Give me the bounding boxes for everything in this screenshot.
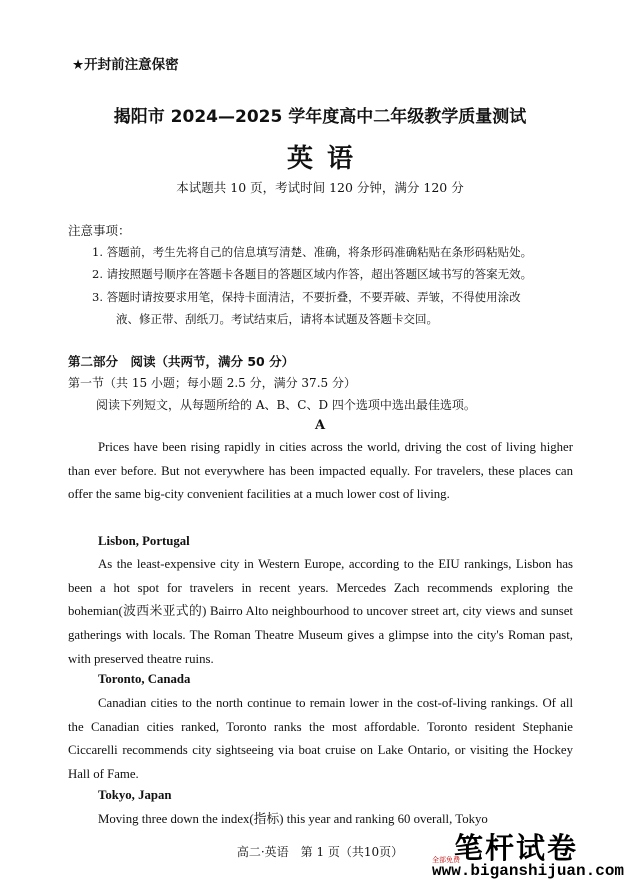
notice-item-2: 2. 请按照题号顺序在答题卡各题目的答题区域内作答，超出答题区域书写的答案无效。: [92, 267, 533, 281]
subject-title: 英语: [286, 144, 367, 174]
passage-letter: A: [314, 418, 326, 433]
notice-item-3: 3. 答题时请按要求用笔，保持卡面清洁，不要折叠，不要弄破、弄皱，不得使用涂改: [92, 290, 521, 304]
notice-item-3-continued: 液、修正带、刮纸刀。考试结束后，请将本试题及答题卡交回。: [116, 312, 438, 326]
part-title: 第二部分 阅读（共两节，满分 50 分）: [68, 354, 295, 369]
passage-intro: Prices have been rising rapidly in cities across the world, driving the cost of living higher than ever before. But not everywhere has been impacted equally. For travelers, these places can offer the same big-city convenient facilities at a much lower cost of living.: [68, 440, 573, 502]
city-heading-tokyo: Tokyo, Japan: [98, 788, 172, 802]
page-footer: 高二·英语 第 1 页（共10页）: [236, 845, 404, 859]
section-instructions: 阅读下列短文，从每题所给的 A、B、C、D 四个选项中选出最佳选项。: [96, 398, 476, 412]
watermark-brand: 笔杆试卷: [454, 831, 579, 865]
notice-title: 注意事项：: [68, 223, 131, 238]
section-title: 第一节（共 15 小题；每小题 2.5 分，满分 37.5 分）: [68, 376, 356, 390]
exam-title: 揭阳市 2024—2025 学年度高中二年级教学质量测试: [113, 107, 527, 127]
city-heading-toronto: Toronto, Canada: [98, 672, 191, 686]
city-text-lisbon: As the least-expensive city in Western Europe, according to the EIU rankings, Lisbon has been a hot spot for travelers in recent years. Mercedes Zach recommends exploring the bohemian(波西米亚式的) Bairro Alto neighbourhood to uncover street art, city views and sunset gatherings with locals. The Roman Theatre Museum gives a glimpse into the city's Roman past, with preserved theatre ruins.: [68, 557, 573, 666]
exam-info: 本试题共 10 页，考试时间 120 分钟，满分 120 分: [176, 180, 464, 195]
watermark-tag: 全部免费: [432, 856, 460, 864]
notice-item-1: 1. 答题前，考生先将自己的信息填写清楚、准确，将条形码准确粘贴在条形码粘贴处。: [92, 245, 533, 259]
city-text-tokyo: Moving three down the index(指标) this year and ranking 60 overall, Tokyo: [98, 812, 488, 826]
confidential-label: ★开封前注意保密: [72, 57, 179, 73]
city-text-toronto: Canadian cities to the north continue to remain lower in the cost-of-living rankings. Of all the Canadian cities ranked, Toronto ranks the most affordable. Toronto resident Stephanie Ciccarelli recommends city sightseeing via boat cruise on Lake Ontario, or visiting the Hockey Hall of Fame.: [68, 696, 573, 782]
watermark-url: www.biganshijuan.com: [432, 862, 625, 880]
city-heading-lisbon: Lisbon, Portugal: [98, 534, 190, 548]
